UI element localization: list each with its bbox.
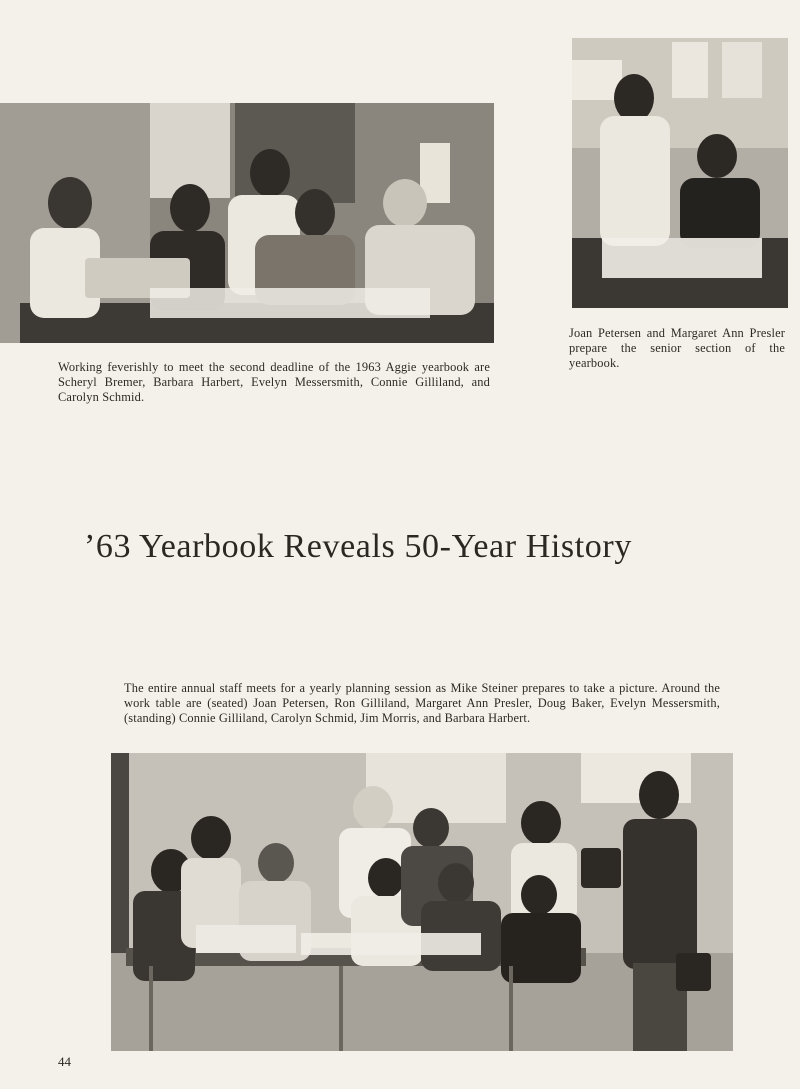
- page-number: 44: [58, 1054, 71, 1069]
- caption-yearbook-deadline-staff: Working feverishly to meet the second deadline of the 1963 Aggie yearbook are Scheryl Bremer, Barbara Harbert, Evelyn Messersmith, Connie Gilliland, and Carolyn Schmid.: [58, 360, 490, 404]
- page-headline: ’63 Yearbook Reveals 50-Year History: [84, 528, 632, 565]
- photo-senior-section: [572, 38, 788, 308]
- caption-senior-section: Joan Petersen and Margaret Ann Presler prepare the senior section of the yearbook.: [569, 326, 785, 370]
- caption-annual-staff-meeting: The entire annual staff meets for a yearly planning session as Mike Steiner prepares to take a picture. Around the work table are (seated) Joan Petersen, Ron Gilliland, Margaret Ann Presler, Doug Baker, Evelyn Messersmith, (standing) Connie Gilliland, Carolyn Schmid, Jim Morris, and Barbara Harbert.: [124, 681, 720, 725]
- photo-yearbook-deadline-staff: [0, 103, 494, 343]
- photo-yearbook-deadline-staff-image: [0, 103, 494, 343]
- photo-annual-staff-meeting: [111, 753, 733, 1051]
- photo-senior-section-image: [572, 38, 788, 308]
- photo-annual-staff-meeting-image: [111, 753, 733, 1051]
